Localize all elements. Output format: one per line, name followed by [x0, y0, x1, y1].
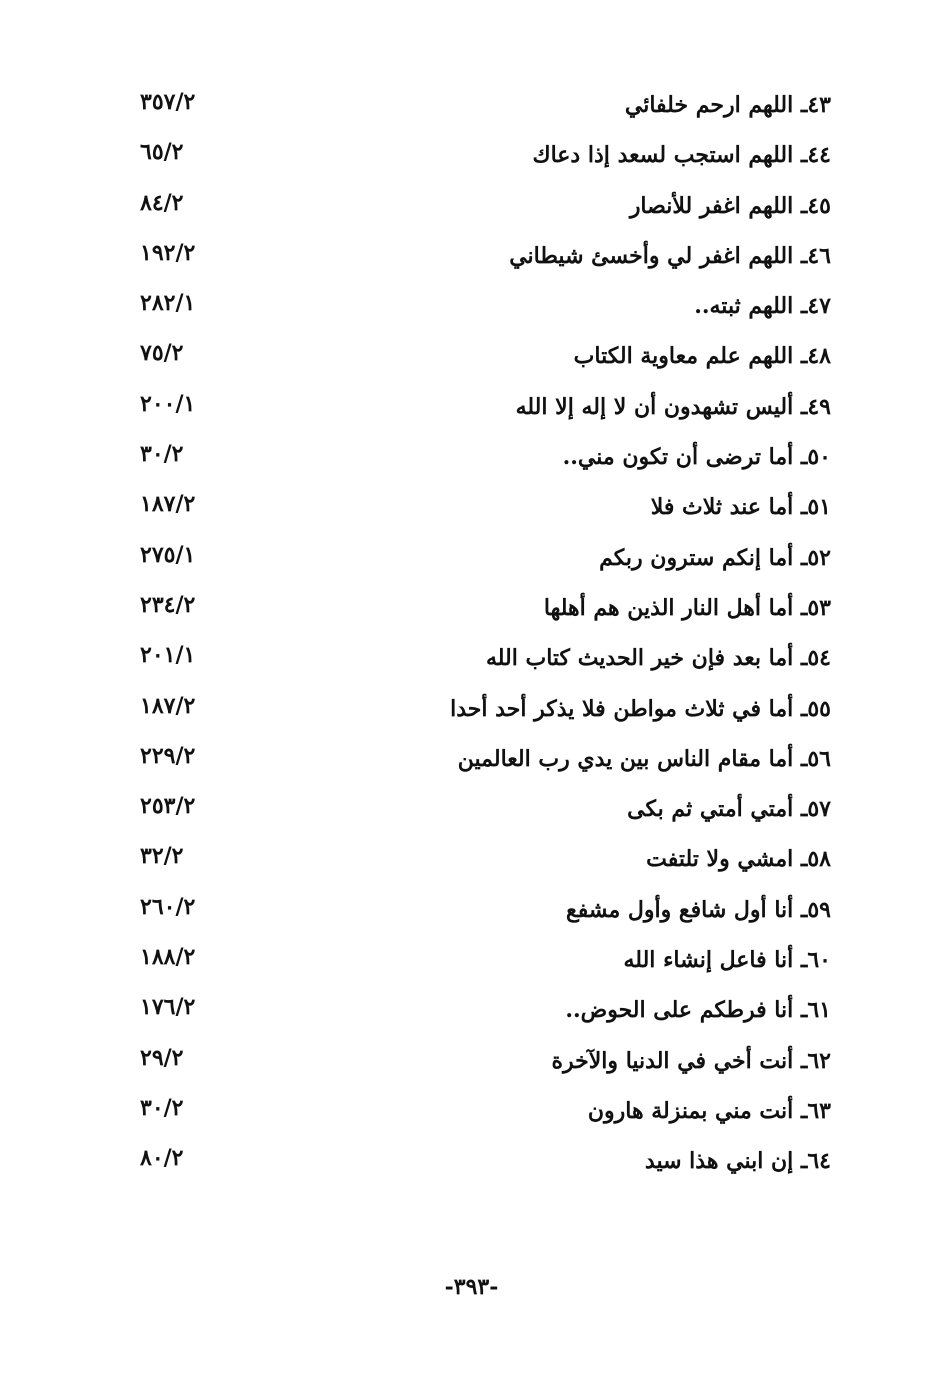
entry-reference: ٢٧٥/١ — [140, 541, 196, 568]
entry-text: ٥١ـ أما عند ثلاث فلا — [650, 494, 831, 521]
entry-reference: ٨٠/٢ — [140, 1145, 184, 1172]
entry-text: ٤٤ـ اللهم استجب لسعد إذا دعاك — [532, 142, 831, 169]
entry-reference: ٢٠٠/١ — [140, 390, 196, 417]
index-entry — [0, 233, 943, 283]
index-entry — [0, 384, 943, 434]
page-number: -٣٩٣- — [444, 1274, 499, 1300]
entry-text: ٥٣ـ أما أهل النار الذين هم أهلها — [543, 594, 831, 621]
index-entry — [0, 836, 943, 886]
entry-reference: ٢٨٢/١ — [140, 290, 196, 317]
index-entry — [0, 887, 943, 937]
entry-reference: ١٩٢/٢ — [140, 239, 196, 266]
entry-reference: ٣٠/٢ — [140, 441, 184, 468]
entry-reference: ١٧٦/٢ — [140, 994, 196, 1021]
entry-text: ٤٧ـ اللهم ثبته.. — [694, 293, 831, 320]
entry-reference: ٦٥/٢ — [140, 139, 184, 166]
entry-reference: ٣٥٧/٢ — [140, 89, 196, 115]
index-entry — [0, 635, 943, 685]
entry-text: ٥٢ـ أما إنكم سترون ربكم — [599, 544, 831, 571]
index-entry — [0, 736, 943, 786]
entry-text: ٤٨ـ اللهم علم معاوية الكتاب — [573, 343, 831, 370]
index-entry — [0, 132, 943, 182]
entry-text: ٥٥ـ أما في ثلاث مواطن فلا يذكر أحد أحدا — [450, 695, 831, 722]
entry-text: ٦١ـ أنا فرطكم على الحوض.. — [565, 997, 831, 1024]
index-entry — [0, 434, 943, 484]
entry-text: ٦٢ـ أنت أخي في الدنيا والآخرة — [551, 1047, 831, 1074]
entry-text: ٦٣ـ أنت مني بمنزلة هارون — [587, 1097, 831, 1124]
entry-reference: ١٨٧/٢ — [140, 491, 196, 518]
index-entry — [0, 484, 943, 534]
entry-reference: ٢٩/٢ — [140, 1044, 184, 1071]
entry-reference: ٢٣٤/٢ — [140, 591, 196, 618]
entry-text: ٥٩ـ أنا أول شافع وأول مشفع — [566, 896, 831, 923]
entry-text: ٥٠ـ أما ترضى أن تكون مني.. — [562, 444, 831, 471]
entry-text: ٥٨ـ امشي ولا تلتفت — [646, 846, 831, 873]
index-entry — [0, 333, 943, 383]
index-entry — [0, 1038, 943, 1088]
index-entry — [0, 1088, 943, 1138]
index-entry — [0, 535, 943, 585]
index-entry — [0, 937, 943, 987]
entry-reference: ٢٢٩/٢ — [140, 742, 196, 769]
entry-text: ٤٦ـ اللهم اغفر لي وأخسئ شيطاني — [509, 242, 831, 269]
entry-reference: ٨٤/٢ — [140, 189, 184, 216]
index-entry — [0, 82, 943, 132]
entry-text: ٦٠ـ أنا فاعل إنشاء الله — [623, 947, 831, 974]
index-entry — [0, 283, 943, 333]
entry-reference: ٧٥/٢ — [140, 340, 184, 367]
entry-reference: ٣٢/٢ — [140, 843, 184, 870]
index-entry — [0, 987, 943, 1037]
entry-reference: ٣٠/٢ — [140, 1094, 184, 1121]
entry-text: ٤٩ـ أليس تشهدون أن لا إله إلا الله — [515, 393, 831, 420]
entry-reference: ٢٠١/١ — [140, 642, 196, 669]
hadith-index-list — [0, 82, 943, 1189]
entry-reference: ٢٥٣/٢ — [140, 793, 196, 820]
entry-reference: ١٨٨/٢ — [140, 944, 196, 971]
index-entry — [0, 786, 943, 836]
entry-text: ٦٤ـ إن ابني هذا سيد — [644, 1148, 831, 1175]
index-entry — [0, 183, 943, 233]
entry-reference: ١٨٧/٢ — [140, 692, 196, 719]
entry-text: ٤٣ـ اللهم ارحم خلفائي — [624, 92, 831, 118]
entry-text: ٤٥ـ اللهم اغفر للأنصار — [629, 192, 831, 219]
entry-text: ٥٤ـ أما بعد فإن خير الحديث كتاب الله — [485, 645, 831, 672]
entry-reference: ٢٦٠/٢ — [140, 893, 196, 920]
index-entry — [0, 1138, 943, 1188]
entry-text: ٥٧ـ أمتي أمتي ثم بكى — [627, 796, 831, 823]
index-entry — [0, 585, 943, 635]
entry-text: ٥٦ـ أما مقام الناس بين يدي رب العالمين — [457, 745, 831, 772]
index-entry — [0, 686, 943, 736]
